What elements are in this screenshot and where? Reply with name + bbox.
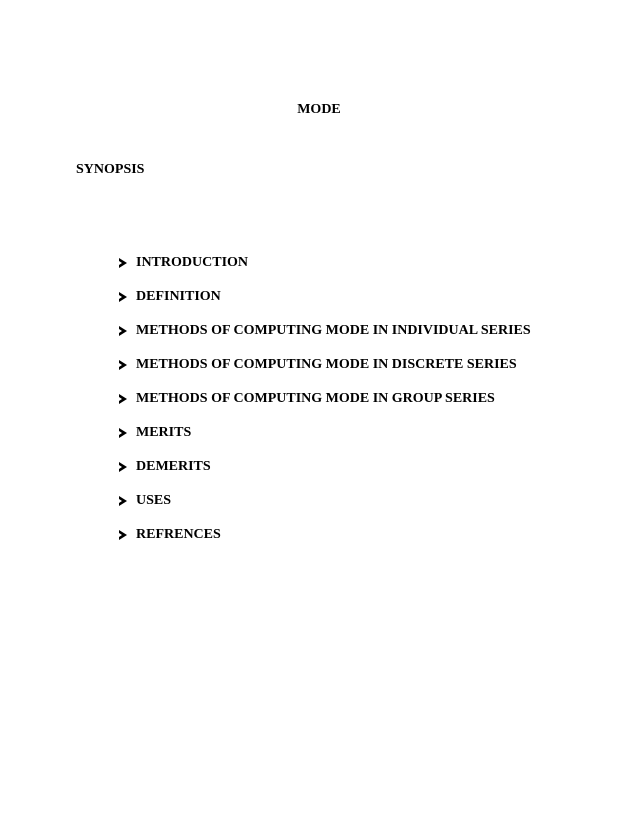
list-item-label: DEFINITION <box>136 289 221 304</box>
list-item <box>119 382 531 416</box>
list-item <box>119 348 531 382</box>
list-item <box>119 246 531 280</box>
arrowhead-bullet-icon <box>119 496 127 506</box>
list-item-label: DEMERITS <box>136 459 211 474</box>
list-item <box>119 518 531 552</box>
arrowhead-bullet-icon <box>119 428 127 438</box>
arrowhead-bullet-icon <box>119 258 127 268</box>
synopsis-heading: SYNOPSIS <box>76 162 145 177</box>
synopsis-topic-list <box>119 246 531 552</box>
arrowhead-bullet-icon <box>119 530 127 540</box>
list-item <box>119 450 531 484</box>
list-item-label: REFRENCES <box>136 527 221 542</box>
list-item <box>119 314 531 348</box>
arrowhead-bullet-icon <box>119 360 127 370</box>
document-title: MODE <box>297 102 341 117</box>
list-item-label: METHODS OF COMPUTING MODE IN DISCRETE SERIES <box>136 357 517 372</box>
list-item-label: METHODS OF COMPUTING MODE IN INDIVIDUAL SERIES <box>136 323 531 338</box>
arrowhead-bullet-icon <box>119 292 127 302</box>
list-item-label: INTRODUCTION <box>136 255 249 270</box>
list-item <box>119 416 531 450</box>
arrowhead-bullet-icon <box>119 462 127 472</box>
list-item <box>119 484 531 518</box>
list-item-label: MERITS <box>136 425 192 440</box>
list-item-label: USES <box>136 493 172 508</box>
arrowhead-bullet-icon <box>119 326 127 336</box>
list-item <box>119 280 531 314</box>
arrowhead-bullet-icon <box>119 394 127 404</box>
list-item-label: METHODS OF COMPUTING MODE IN GROUP SERIES <box>136 391 495 406</box>
